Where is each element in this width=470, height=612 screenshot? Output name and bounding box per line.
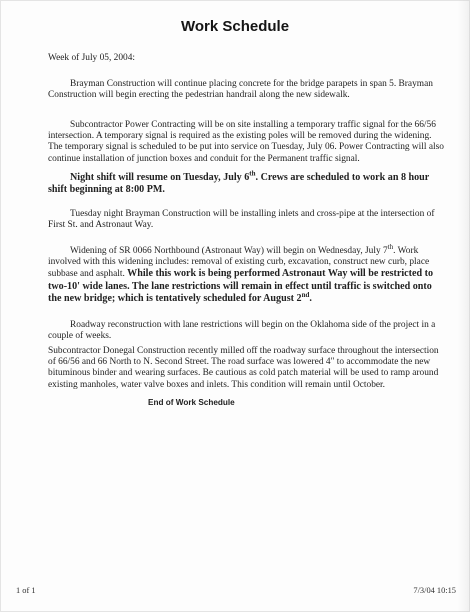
lane-restriction-end: . <box>309 292 312 304</box>
page-number: 1 of 1 <box>16 586 36 595</box>
paragraph-brayman-parapets: Brayman Construction will continue placing concrete for the bridge parapets in span 5. Brayman Construction will begin erecting the pedestrian handrail along the new sidewalk. <box>48 79 433 101</box>
end-of-schedule: End of Work Schedule <box>148 398 235 407</box>
lane-restriction-notice: While this work is being performed Astronaut Way will be restricted to two-10' wide lanes. The lane restrictions will remain in effect until traffic is switched onto the new bridge; which is tentatively scheduled for August 2 <box>48 268 434 304</box>
paragraph-night-shift <box>48 169 446 196</box>
page-shadow <box>458 0 470 612</box>
paragraph-inlets: Tuesday night Brayman Construction will be installing inlets and cross-pipe at the intersection of First St. and Astronaut Way. <box>48 209 435 231</box>
widening-superscript: th <box>387 242 394 251</box>
week-line: Week of July 05, 2004: <box>48 53 135 63</box>
paragraph-donegal: Subcontractor Donegal Construction recently milled off the roadway surface throughout the intersection of 66/56 and 66 North to N. Second Street. The road surface was lowered 4" to accommodate the new bituminous binder and wearing surfaces. Be cautious as cold patch material will be used to ramp around existing manholes, water valve boxes and inlets. This condition will remain until October. <box>48 346 439 390</box>
widening-details: . Work involved with this widening includes: removal of existing curb, excavation, construct new curb, place subbase and asphalt. <box>48 246 430 280</box>
night-shift-text-end: . Crews are scheduled to work an 8 hour shift beginning at 8:00 PM. <box>48 172 430 196</box>
night-shift-superscript: th <box>249 169 256 178</box>
page-title: Work Schedule <box>180 18 290 35</box>
paragraph-power-contracting: Subcontractor Power Contracting will be on site installing a temporary traffic signal for the 66/56 intersection. A temporary signal is required as the existing poles will be removed during the widening. The temporary signal is scheduled to be put into service on Tuesday, July 06. Power Contracting will also continue installation of junction boxes and conduit for the Permanent traffic signal. <box>48 120 444 164</box>
paragraph-widening <box>48 242 446 305</box>
august-superscript: nd <box>301 290 310 299</box>
night-shift-text: Night shift will resume on Tuesday, July 6 <box>70 172 250 183</box>
print-timestamp: 7/3/04 10:15 <box>413 586 456 595</box>
paragraph-oklahoma: Roadway reconstruction with lane restrictions will begin on the Oklahoma side of the project in a couple of weeks. <box>48 320 436 342</box>
widening-text: Widening of SR 0066 Northbound (Astronaut Way) will begin on Wednesday, July 7 <box>70 246 388 256</box>
